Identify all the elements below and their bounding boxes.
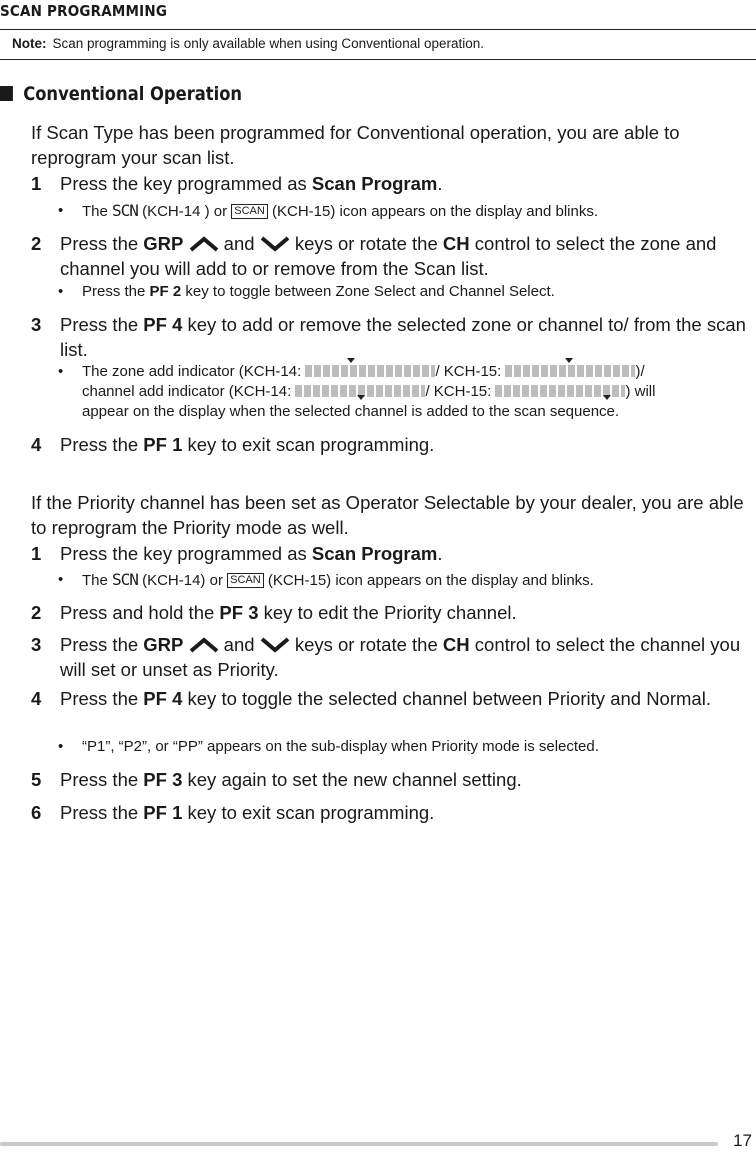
note-text: Scan programming is only available when using Conventional operation. xyxy=(52,36,485,51)
chevron-up-icon xyxy=(189,637,219,653)
page-number: 17 xyxy=(733,1131,752,1150)
section-heading xyxy=(0,83,242,105)
footer-bar xyxy=(0,1142,718,1146)
priority-intro-paragraph: If the Priority channel has been set as Operator Selectable by your dealer, you are able to reprogram the Priority mode as well. xyxy=(31,492,744,538)
intro-paragraph: If Scan Type has been programmed for Conventional operation, you are able to reprogram your scan list. xyxy=(31,122,680,168)
section-heading-text: Conventional Operation xyxy=(23,83,243,105)
header-rule-bottom xyxy=(0,59,756,60)
page-header-title: SCAN PROGRAMMING xyxy=(0,2,168,20)
header-rule-top xyxy=(0,29,756,30)
note xyxy=(12,36,484,51)
scn-icon: SCN xyxy=(112,570,138,589)
chevron-down-icon xyxy=(260,236,290,252)
chevron-up-icon xyxy=(189,236,219,252)
square-bullet-icon xyxy=(0,86,13,101)
channel-add-indicator-kch14-icon xyxy=(295,383,425,397)
step-number: 1 xyxy=(31,173,42,194)
scan-icon: SCAN xyxy=(227,573,264,588)
note-label: Note: xyxy=(12,36,47,51)
channel-add-indicator-kch15-icon xyxy=(495,383,625,397)
zone-add-indicator-kch14-icon xyxy=(305,363,435,377)
chevron-down-icon xyxy=(260,637,290,653)
zone-add-indicator-kch15-icon xyxy=(505,363,635,377)
scan-icon: SCAN xyxy=(231,204,268,219)
scn-icon: SCN xyxy=(112,201,138,220)
